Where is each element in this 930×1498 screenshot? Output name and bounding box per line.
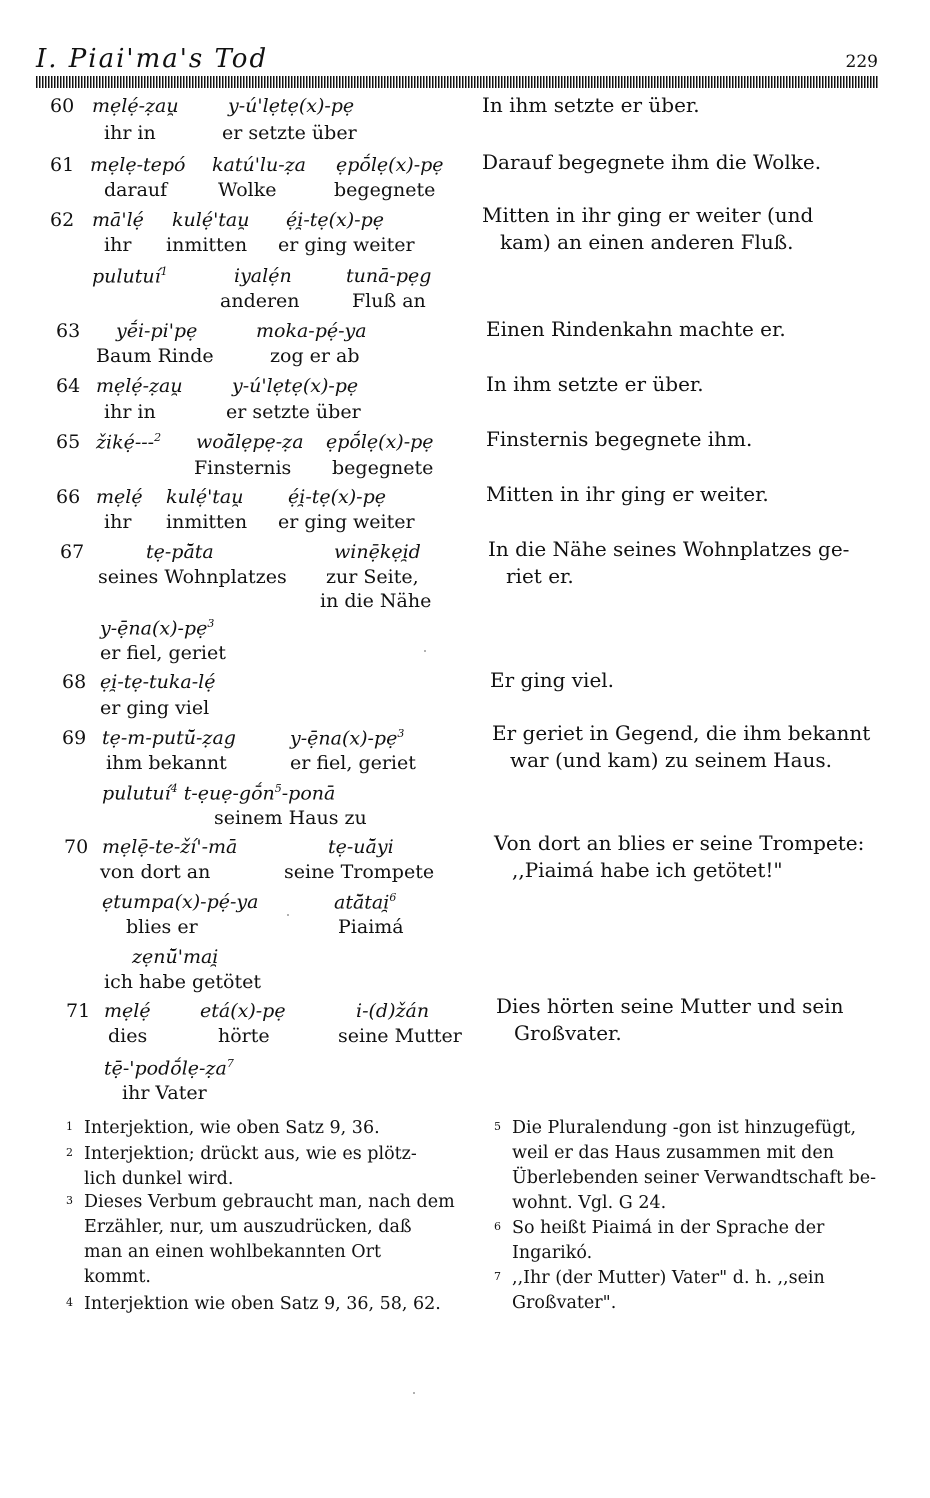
translation	[486, 316, 786, 343]
sentence-number: 69	[62, 727, 87, 749]
translation-line: Einen Rindenkahn machte er.	[486, 317, 786, 341]
gloss: hörte	[218, 1025, 270, 1047]
gloss: Fluß an	[352, 290, 426, 312]
native-word: mā'lẹ́	[92, 209, 144, 231]
gloss: seinem Haus zu	[214, 807, 367, 829]
native-word: tunā-pẹg	[346, 265, 432, 287]
translation-line: Finsternis begegnete ihm.	[486, 427, 753, 451]
translation-line: Dies hörten seine Mutter und sein	[496, 994, 844, 1018]
native-word: i-(d)žán	[356, 1000, 430, 1022]
translation	[488, 536, 849, 590]
gloss: Baum Rinde	[96, 345, 214, 367]
gloss: begegnete	[332, 457, 434, 479]
native-word: katú'lu-ẓa	[212, 154, 307, 176]
translation	[496, 993, 844, 1047]
gloss: er ging viel	[100, 697, 210, 719]
sentence-number: 70	[64, 836, 89, 858]
footnote-3: 3 Dieses Verbum gebraucht man, nach dem Erzähler, nur, um auszudrücken, daß man an einen wohlbekannten Ort kommt.	[66, 1188, 455, 1290]
footnote-mark: 4	[66, 1296, 73, 1309]
gloss: darauf	[104, 179, 168, 201]
gloss: ihr	[104, 234, 132, 256]
gloss: inmitten	[166, 234, 248, 256]
translation-line: Mitten in ihr ging er weiter.	[486, 482, 769, 506]
gloss: er fiel, geriet	[100, 642, 226, 664]
translation-line: In die Nähe seines Wohnplatzes ge-	[488, 537, 850, 561]
footnote-mark: 6	[494, 1220, 501, 1233]
native-word: tẹ-m-putū̆-ẓag	[102, 727, 236, 749]
native-word: ẹ́i̯-tẹ(x)-pẹ	[288, 486, 386, 508]
header-rule	[36, 76, 878, 88]
gloss: er fiel, geriet	[290, 752, 416, 774]
gloss: er ging weiter	[278, 511, 415, 533]
native-word: pulutuí$^4$ t-ẹuẹ-gṓn$^5$-ponā	[102, 782, 336, 805]
native-word: kulẹ́'tau̯	[172, 209, 250, 231]
translation-line: In ihm setzte er über.	[486, 372, 704, 396]
native-word: tẹ-uā̆yi	[328, 836, 394, 858]
footnote-mark: 5	[494, 1120, 501, 1133]
page-number: 229	[845, 52, 878, 72]
translation-line: ,,Piaimá habe ich getötet!"	[512, 858, 783, 882]
native-word: tẹ-pā̆ta	[146, 541, 214, 563]
sentence-number: 61	[50, 154, 75, 176]
footnote-mark: 1	[66, 1120, 73, 1133]
gloss: in die Nähe	[320, 590, 432, 612]
sentence-number: 68	[62, 671, 87, 693]
native-word: ẹpṓlẹ(x)-pẹ	[336, 154, 444, 176]
native-word: mẹlẹ́-ẓau̯	[96, 375, 183, 397]
translation	[482, 92, 700, 119]
gloss: blies er	[126, 916, 198, 938]
native-word: iyalẹ́n	[234, 265, 292, 287]
gloss: Finsternis	[194, 457, 292, 479]
sentence-number: 60	[50, 95, 75, 117]
native-word: moka-pẹ́-ya	[256, 320, 367, 342]
native-word: ẹi̯-tẹ-tuka-lẹ́	[100, 671, 216, 693]
gloss: von dort an	[100, 861, 211, 883]
native-word: ẹ́i̯-tẹ(x)-pẹ	[286, 209, 384, 231]
native-word: mẹlẹ́	[96, 486, 143, 508]
gloss: zog er ab	[270, 345, 360, 367]
translation	[492, 720, 870, 774]
native-word: winẹ̄kẹi̯d	[334, 541, 421, 563]
translation	[494, 830, 864, 884]
gloss: Wolke	[218, 179, 277, 201]
footnote-1: 1 Interjektion, wie oben Satz 9, 36.	[66, 1114, 380, 1141]
footnote-4: 4 Interjektion wie oben Satz 9, 36, 58, 62.	[66, 1290, 441, 1317]
native-word: y-ú'lẹtẹ(x)-pẹ	[232, 375, 359, 397]
gloss: ihm bekannt	[106, 752, 227, 774]
translation-line: Großvater.	[514, 1021, 622, 1045]
sentence-number: 62	[50, 209, 75, 231]
gloss: er ging weiter	[278, 234, 415, 256]
footnote-7: 7 ,,Ihr (der Mutter) Vater" d. h. ,,sein Großvater".	[494, 1264, 825, 1316]
gloss: inmitten	[166, 511, 248, 533]
translation-line: kam) an einen anderen Fluß.	[500, 230, 794, 254]
translation	[486, 481, 769, 508]
gloss: ihr	[104, 511, 132, 533]
sentence-number: 67	[60, 541, 85, 563]
translation-line: Mitten in ihr ging er weiter (und	[482, 203, 814, 227]
gloss: anderen	[220, 290, 300, 312]
footnote-mark: 3	[66, 1194, 73, 1207]
footnote-6: 6 So heißt Piaimá in der Sprache der Ingarikó.	[494, 1214, 824, 1266]
gloss: ihr in	[104, 401, 156, 423]
native-word: atā̆tai̯$^6$	[334, 891, 397, 914]
running-title: I. Piai'ma's Tod	[36, 44, 269, 74]
gloss: ich habe getötet	[104, 971, 262, 993]
gloss: begegnete	[334, 179, 436, 201]
scan-speck	[424, 650, 426, 652]
native-word: ẹpṓlẹ(x)-pẹ	[326, 431, 434, 453]
gloss: er setzte über	[222, 122, 357, 144]
native-word: etá(x)-pẹ	[200, 1000, 286, 1022]
translation	[482, 149, 821, 176]
gloss: Piaimá	[338, 916, 404, 938]
native-word: ẹtumpa(x)-pẹ́-ya	[102, 891, 259, 913]
translation-line: Er geriet in Gegend, die ihm bekannt	[492, 721, 871, 745]
native-word: mẹlẹ-tepó	[90, 154, 186, 176]
native-word: y-ẹ̄na(x)-pẹ$^3$	[100, 617, 215, 640]
translation-line: war (und kam) zu seinem Haus.	[510, 748, 833, 772]
translation	[490, 667, 614, 694]
gloss: ihr Vater	[122, 1082, 207, 1104]
translation	[482, 202, 813, 256]
translation-line: Darauf begegnete ihm die Wolke.	[482, 150, 822, 174]
translation	[486, 371, 704, 398]
footnote-mark: 7	[494, 1270, 501, 1283]
gloss: seine Mutter	[338, 1025, 462, 1047]
sentence-number: 66	[56, 486, 81, 508]
native-word: tẹ̄-'podṓlẹ-ẓa$^7$	[104, 1057, 234, 1080]
translation-line: Er ging viel.	[490, 668, 615, 692]
gloss: seines Wohnplatzes	[98, 566, 287, 588]
scan-speck	[287, 914, 289, 916]
translation-line: Von dort an blies er seine Trompete:	[494, 831, 865, 855]
translation-line: riet er.	[506, 564, 574, 588]
footnote-mark: 2	[66, 1146, 73, 1159]
translation	[486, 426, 752, 453]
gloss: seine Trompete	[284, 861, 435, 883]
native-word: mẹlẹ́	[104, 1000, 151, 1022]
sentence-number: 65	[56, 431, 81, 453]
sentence-number: 71	[66, 1000, 91, 1022]
gloss: zur Seite,	[326, 566, 419, 588]
sentence-number: 64	[56, 375, 81, 397]
sentence-number: 63	[56, 320, 81, 342]
native-word: y-ú'lẹtẹ(x)-pẹ	[228, 95, 355, 117]
native-word: mẹlẹ̄-te-ží'-mā	[102, 836, 238, 858]
gloss: dies	[108, 1025, 148, 1047]
scan-speck	[413, 1392, 415, 1394]
gloss: ihr in	[104, 122, 156, 144]
native-word: pulutuí$^1$	[92, 265, 168, 288]
native-word: woā̆lẹpẹ-ẓa	[196, 431, 304, 453]
native-word: y-ẹ̄na(x)-pẹ$^3$	[290, 727, 405, 750]
native-word: mẹlẹ́-ẓau̯	[92, 95, 179, 117]
footnote-5: 5 Die Pluralendung -gon ist hinzugefügt, weil er das Haus zusammen mit den Überlebenden seiner Verwandtschaft be- wohnt. Vgl. G 24.	[494, 1114, 876, 1216]
native-word: žikẹ́---$^2$	[96, 431, 162, 454]
footnote-2: 2 Interjektion; drückt aus, wie es plötz- lich dunkel wird.	[66, 1140, 417, 1192]
translation-line: In ihm setzte er über.	[482, 93, 700, 117]
gloss: er setzte über	[226, 401, 361, 423]
native-word: zẹnū̆'mai̯	[132, 946, 219, 968]
native-word: yḗi-pi'pẹ	[116, 320, 198, 342]
native-word: kulẹ́'tau̯	[166, 486, 244, 508]
